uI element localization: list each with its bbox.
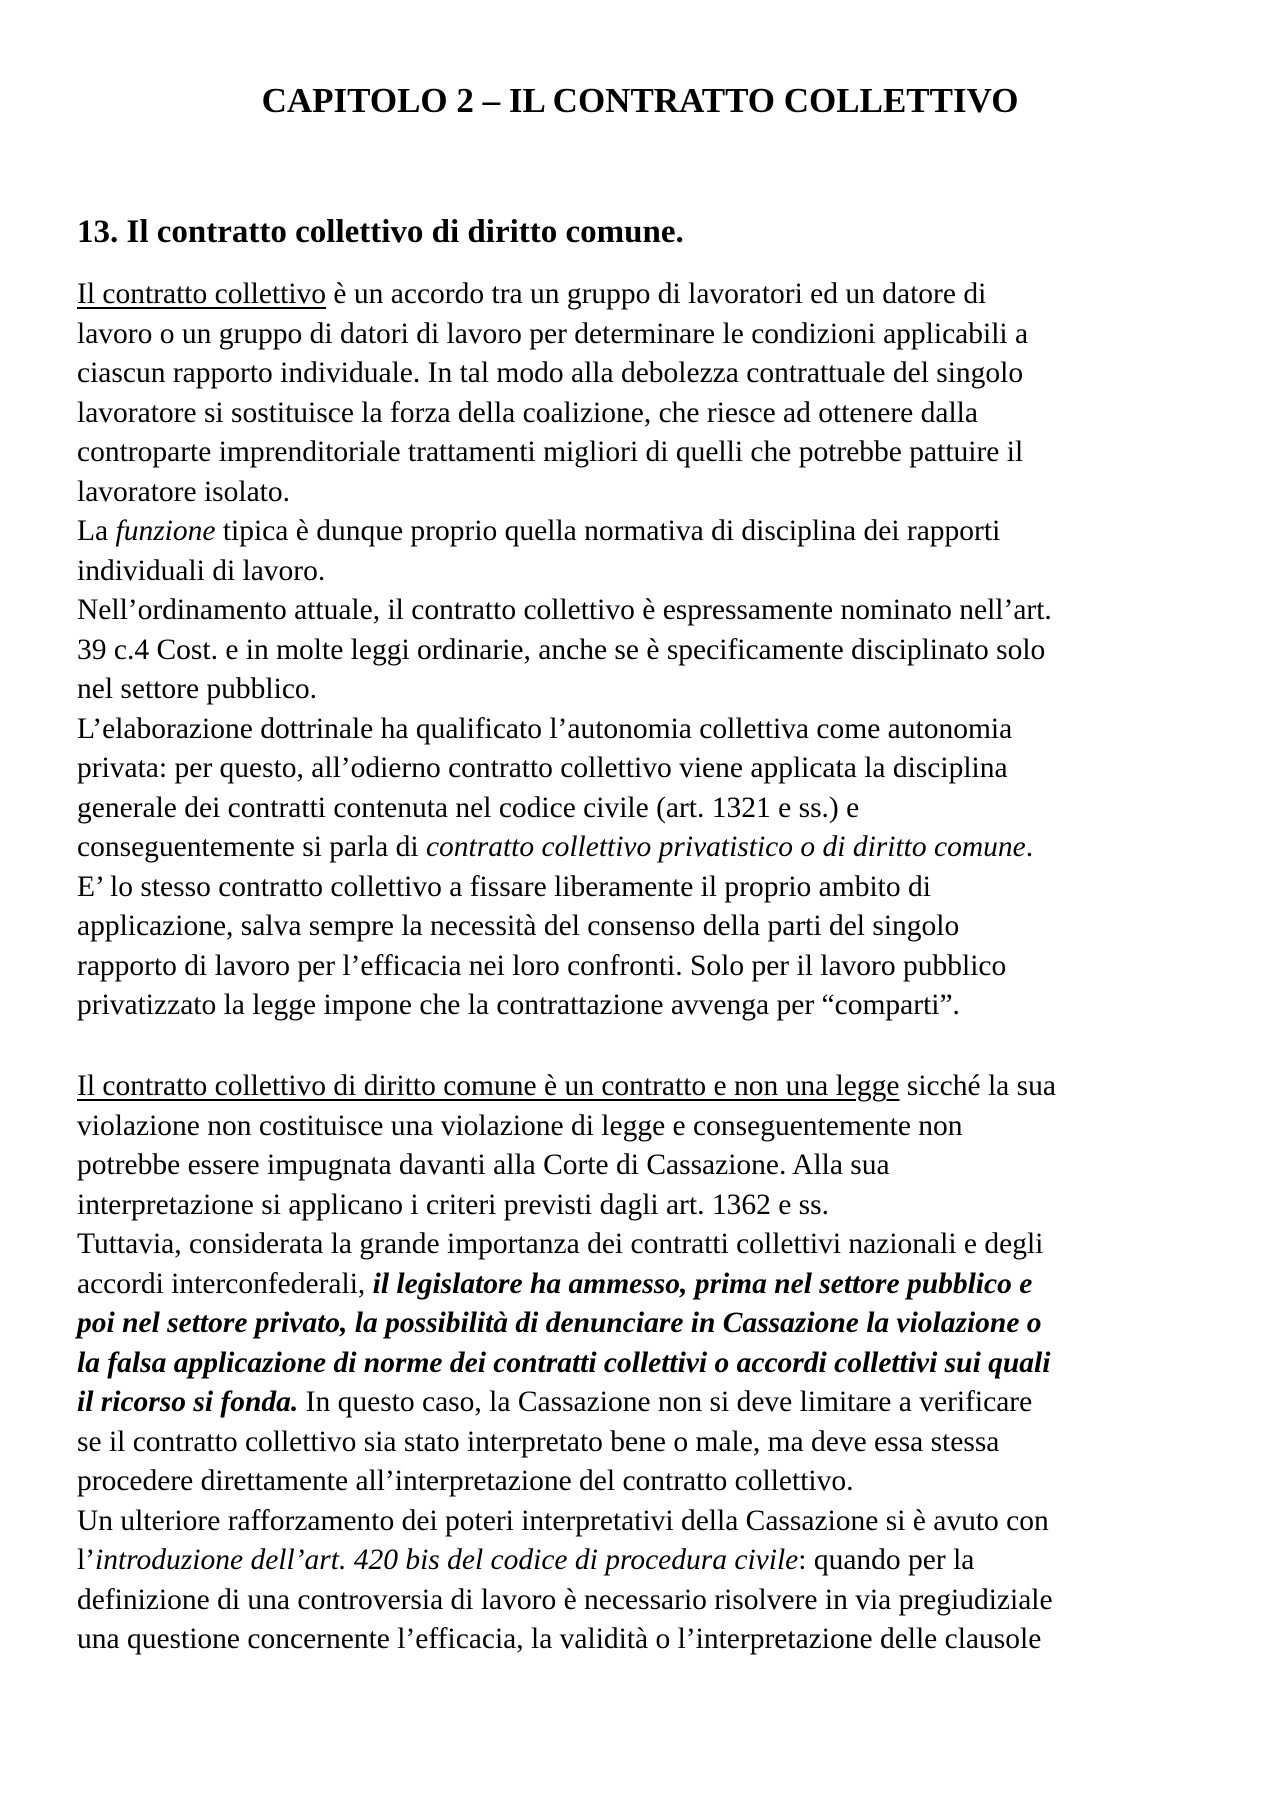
text-line: lavoratore si sostituisce la forza della coalizione, che riesce ad ottenere dalla [77,396,978,429]
text-line [77,275,1237,315]
text-line [77,1541,1237,1581]
text-line: procedere direttamente all’interpretazione del contratto collettivo. [77,1465,854,1497]
text-line: lavoratore isolato. [77,475,290,508]
italic-term: introduzione dell’art. 420 bis del codice di procedura civile [95,1544,799,1576]
section-title: 13. Il contratto collettivo di diritto comune. [77,214,684,250]
text-line: violazione non costituisce una violazione di legge e conseguentemente non [77,1109,963,1142]
text-span: l’ [77,1544,96,1576]
text-span: accordi interconfederali, [77,1267,373,1300]
text-line [77,1265,1237,1305]
underlined-term: Il contratto collettivo di diritto comune è un contratto e non una legge [77,1070,900,1102]
italic-term: funzione [115,515,216,547]
text-line: rapporto di lavoro per l’efficacia nei loro confronti. Solo per il lavoro pubblico [77,949,1007,982]
text-line: E’ lo stesso contratto collettivo a fissare liberamente il proprio ambito di [77,870,931,903]
text-line: definizione di una controversia di lavoro è necessario risolvere in via pregiudiziale [77,1583,1053,1616]
text-line: L’elaborazione dottrinale ha qualificato l’autonomia collettiva come autonomia [77,712,1013,745]
paragraph-block-1 [77,275,1237,1026]
text-line: Nell’ordinamento attuale, il contratto collettivo è espressamente nominato nell’art. [77,594,1052,626]
text-line: Un ulteriore rafforzamento dei poteri interpretativi della Cassazione si è avuto con [77,1504,1049,1537]
text-line: nel settore pubblico. [77,673,318,705]
text-line: privatizzato la legge impone che la contrattazione avvenga per “comparti”. [77,989,960,1021]
bold-italic-emphasis: la falsa applicazione di norme dei contratti collettivi o accordi collettivi sui quali [77,1346,1051,1379]
text-line: ciascun rapporto individuale. In tal modo alla debolezza contrattuale del singolo [77,357,1024,389]
text-line [77,828,1237,868]
italic-term: contratto collettivo privatistico o di diritto comune [425,831,1026,863]
text-span: In questo caso, la Cassazione non si deve limitare a verificare [298,1386,1033,1418]
bold-italic-emphasis: il ricorso si fonda. [77,1386,299,1418]
text-span: : quando per la [798,1544,975,1576]
text-span: tipica è dunque proprio quella normativa di disciplina dei rapporti [215,515,1001,547]
text-line [77,512,1237,552]
text-span: La [77,515,116,547]
text-line: lavoro o un gruppo di datori di lavoro per determinare le condizioni applicabili a [77,317,1029,350]
text-line: interpretazione si applicano i criteri previsti dagli art. 1362 e ss. [77,1188,830,1221]
text-line: 39 c.4 Cost. e in molte leggi ordinarie, anche se è specificamente disciplinato solo [77,633,1046,666]
bold-italic-emphasis: il legislatore ha ammesso, prima nel settore pubblico e [372,1267,1033,1300]
text-line [77,1067,1237,1107]
text-line: privata: per questo, all’odierno contratto collettivo viene applicata la disciplina [77,752,1008,784]
text-line: Tuttavia, considerata la grande importanza dei contratti collettivi nazionali e degli [77,1228,1044,1260]
text-line: generale dei contratti contenuta nel codice civile (art. 1321 e ss.) e [77,791,860,824]
chapter-title: CAPITOLO 2 – IL CONTRATTO COLLETTIVO [261,81,1019,120]
text-span: sicché la sua [899,1070,1056,1102]
text-line: se il contratto collettivo sia stato interpretato bene o male, ma deve essa stessa [77,1425,1000,1458]
text-span: è un accordo tra un gruppo di lavoratori ed un datore di [326,278,987,310]
underlined-term: Il contratto collettivo [77,278,327,310]
text-line: una questione concernente l’efficacia, la validità o l’interpretazione delle clausole [77,1623,1042,1655]
text-span: . [1025,831,1034,863]
text-line [77,1383,1237,1423]
text-line: individuali di lavoro. [77,554,326,587]
text-line: controparte imprenditoriale trattamenti migliori di quelli che potrebbe pattuire il [77,436,1024,468]
paragraph-block-2 [77,1067,1237,1660]
text-span: conseguentemente si parla di [77,831,426,863]
bold-italic-emphasis: poi nel settore privato, la possibilità di denunciare in Cassazione la violazione o [77,1307,1042,1339]
text-line: potrebbe essere impugnata davanti alla Corte di Cassazione. Alla sua [77,1149,890,1181]
text-line: applicazione, salva sempre la necessità del consenso della parti del singolo [77,910,960,942]
